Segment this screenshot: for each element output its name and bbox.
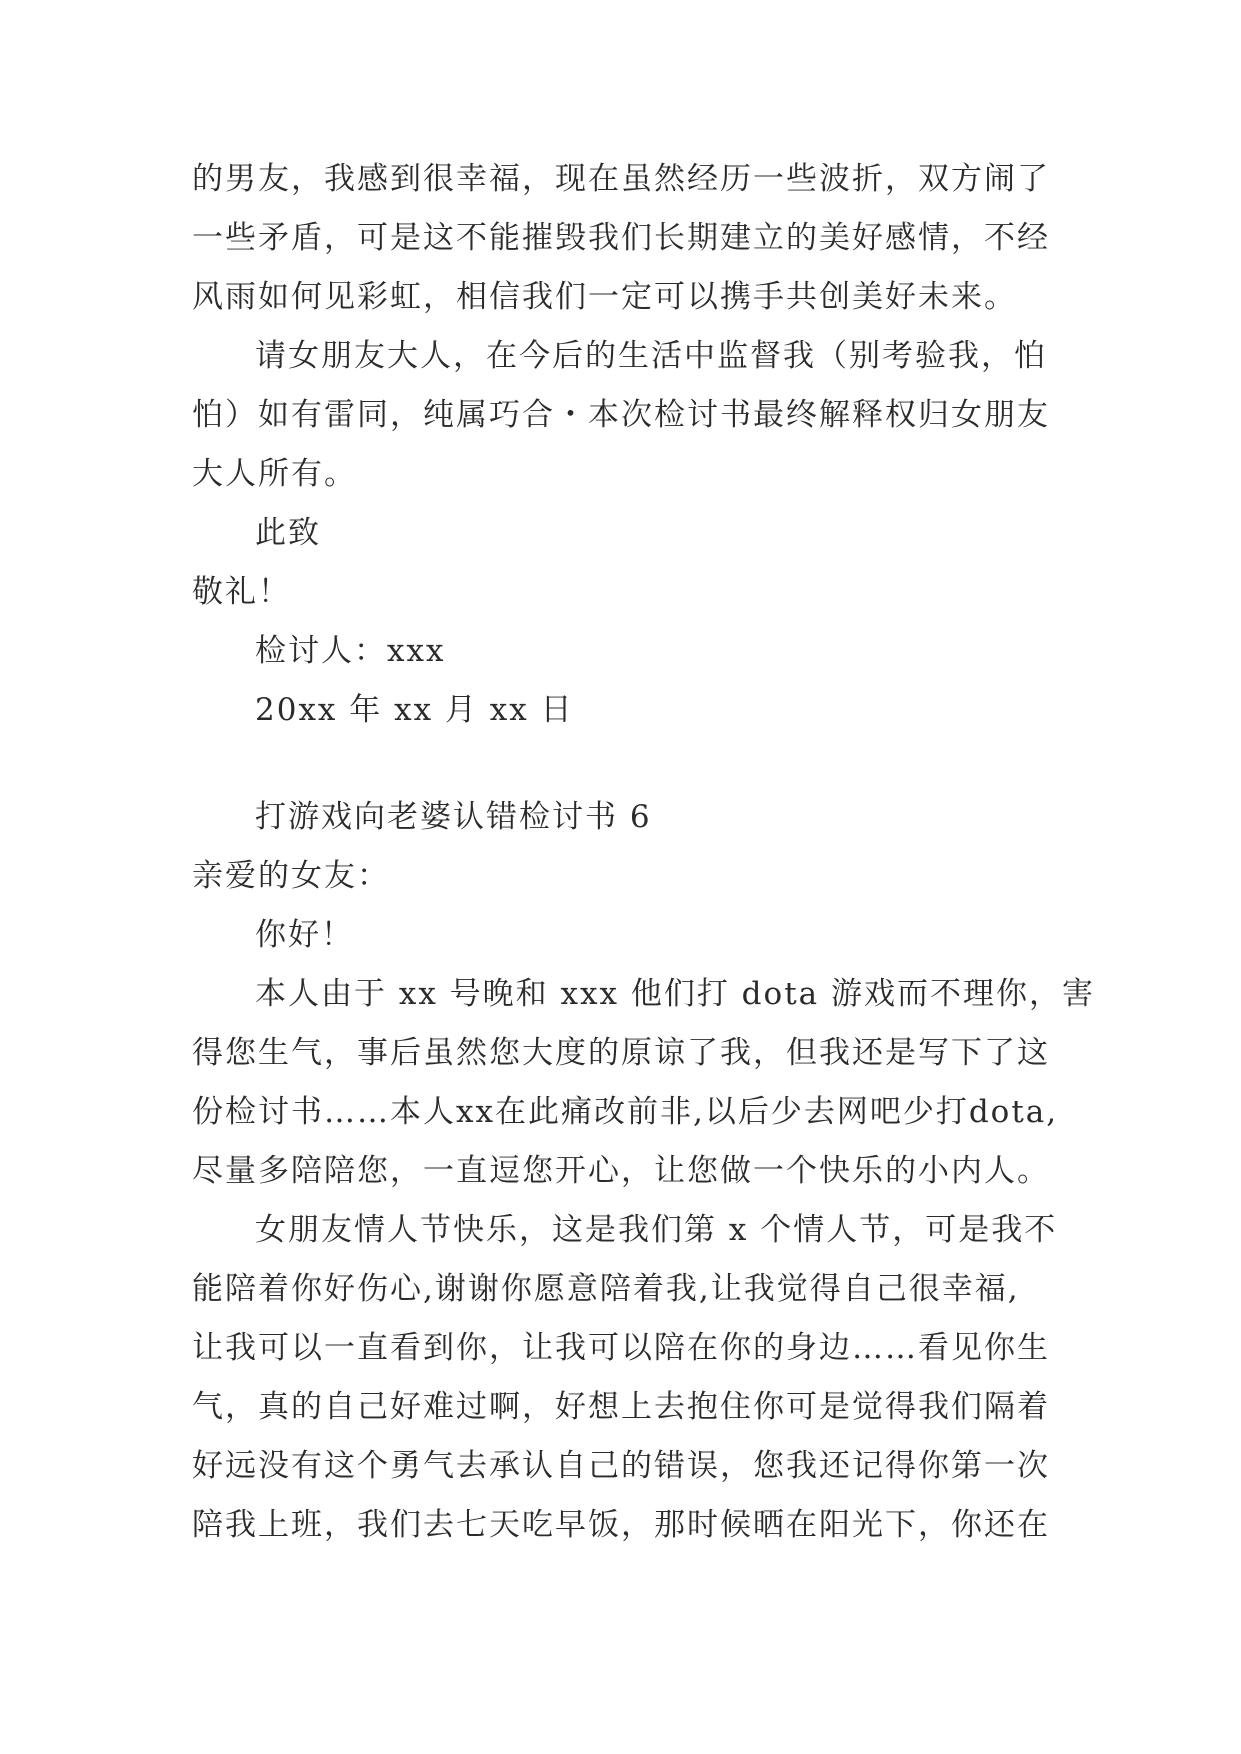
text-line: 20xx 年 xx 月 xx 日 — [255, 692, 574, 728]
text-line: 女朋友情人节快乐，这是我们第 x 个情人节，可是我不 — [255, 1212, 1058, 1248]
text-line: 检讨人：xxx — [255, 633, 446, 669]
section-gap — [192, 740, 1072, 788]
document-body — [192, 150, 1095, 1555]
text-line: 敬礼！ — [192, 574, 291, 610]
text-line: 能陪着你好伤心,谢谢你愿意陪着我,让我觉得自己很幸福, — [192, 1271, 1020, 1307]
text-line: 气，真的自己好难过啊，好想上去抱住你可是觉得我们隔着 — [192, 1389, 1050, 1425]
text-line: 亲爱的女友： — [192, 858, 390, 894]
text-line: 此致 — [255, 515, 321, 551]
text-line: 份检讨书……本人xx在此痛改前非,以后少去网吧少打dota, — [192, 1094, 1059, 1130]
text-line: 打游戏向老婆认错检讨书 6 — [255, 799, 652, 835]
text-line: 风雨如何见彩虹，相信我们一定可以携手共创美好未来。 — [192, 279, 1017, 315]
text-line: 得您生气，事后虽然您大度的原谅了我，但我还是写下了这 — [192, 1035, 1050, 1071]
text-line: 的男友，我感到很幸福，现在虽然经历一些波折，双方闹了 — [192, 161, 1050, 197]
text-line: 好远没有这个勇气去承认自己的错误，您我还记得你第一次 — [192, 1448, 1050, 1484]
text-line: 本人由于 xx 号晚和 xxx 他们打 dota 游戏而不理你，害 — [255, 976, 1095, 1012]
text-line: 大人所有。 — [192, 456, 357, 492]
letter-closing-section — [192, 150, 1072, 740]
text-line: 你好！ — [255, 917, 354, 953]
text-line: 怕）如有雷同，纯属巧合・本次检讨书最终解释权归女朋友 — [192, 397, 1050, 433]
text-line: 陪我上班，我们去七天吃早饭，那时候晒在阳光下，你还在 — [192, 1507, 1050, 1543]
text-line: 请女朋友大人，在今后的生活中监督我（别考验我，怕 — [255, 338, 1047, 374]
text-line: 一些矛盾，可是这不能摧毁我们长期建立的美好感情，不经 — [192, 220, 1050, 256]
letter-six-section — [192, 788, 1095, 1555]
text-line: 尽量多陪陪您，一直逗您开心，让您做一个快乐的小内人。 — [192, 1153, 1050, 1189]
text-line: 让我可以一直看到你，让我可以陪在你的身边……看见你生 — [192, 1330, 1050, 1366]
